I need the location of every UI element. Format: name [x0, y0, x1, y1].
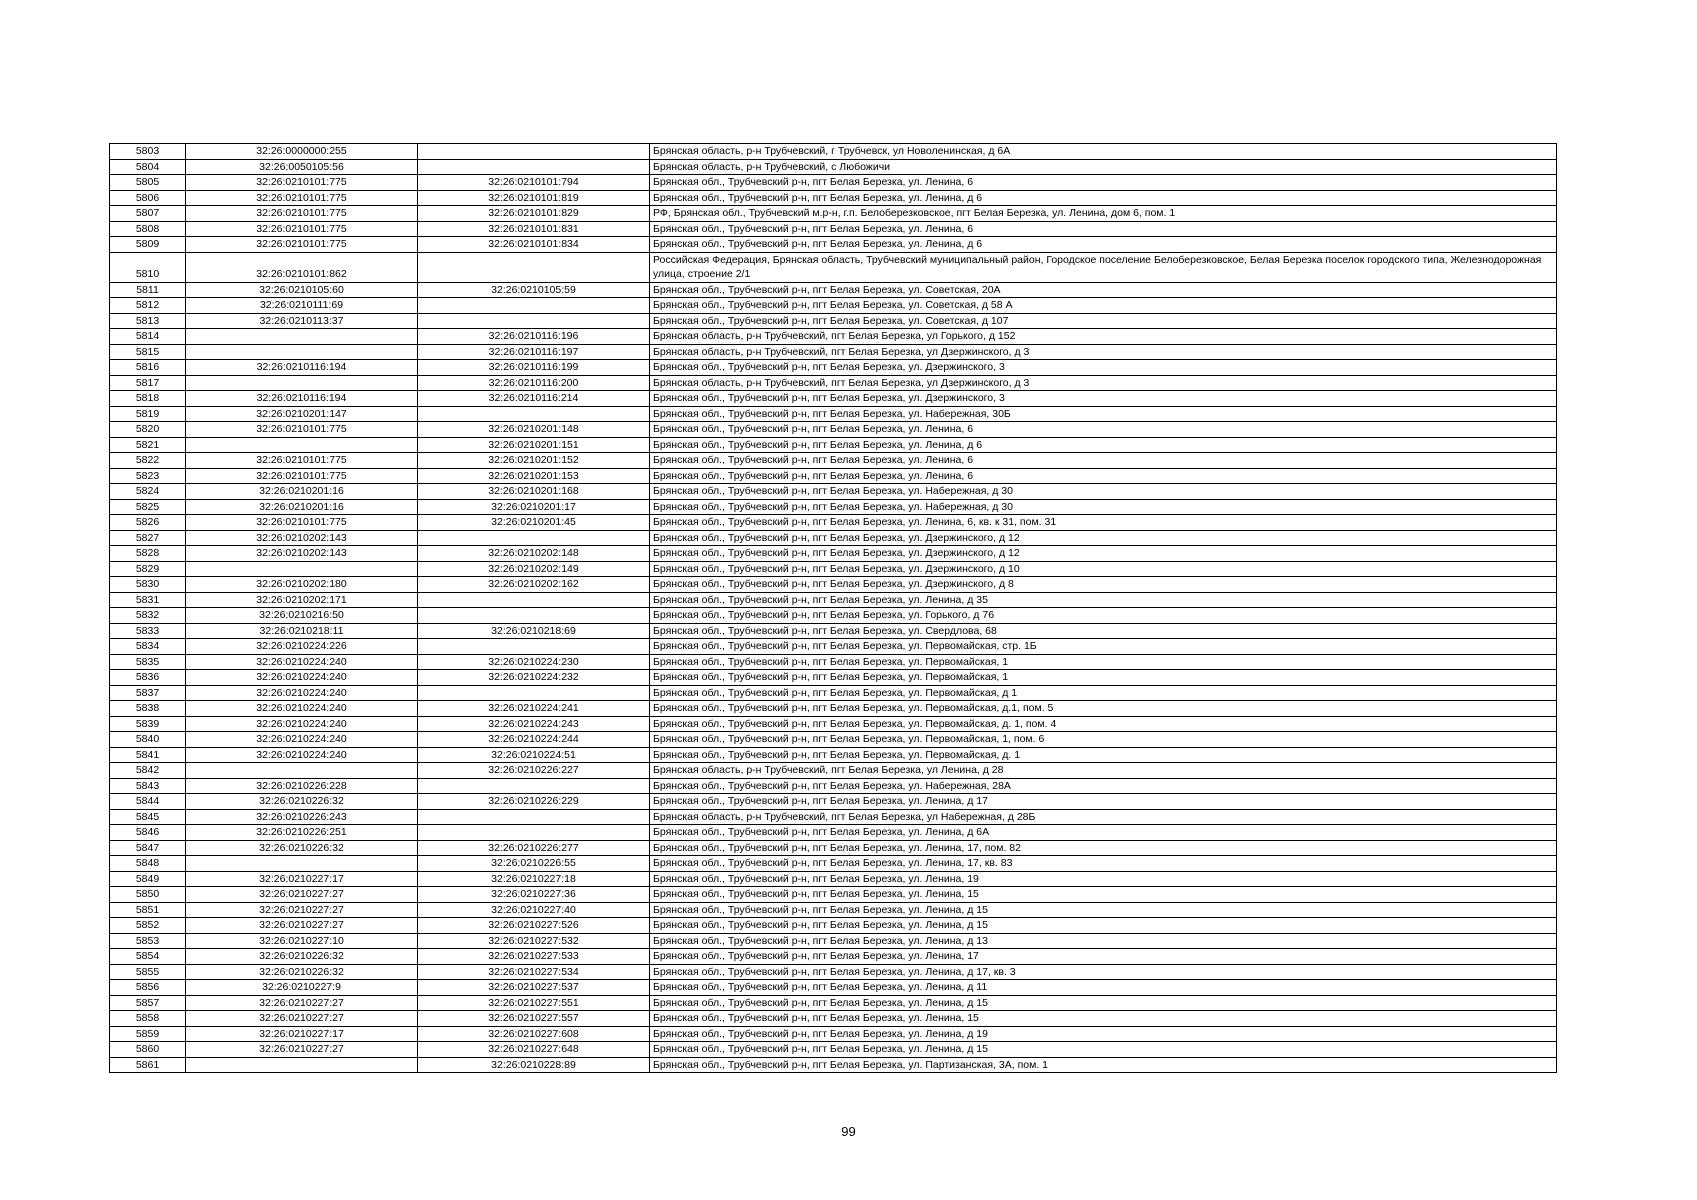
address-cell: Брянская обл., Трубчевский р-н, пгт Белая Березка, ул. Ленина, д 13	[650, 933, 1557, 949]
table-row	[110, 159, 1557, 175]
cadastral-number-cell: 32:26:0210224:240	[186, 670, 418, 686]
related-cadastral-number-cell: 32:26:0210201:153	[418, 468, 650, 484]
cadastral-number-cell: 32:26:0210202:171	[186, 592, 418, 608]
cadastral-number-cell: 32:26:0210227:17	[186, 871, 418, 887]
related-cadastral-number-cell: 32:26:0210116:200	[418, 375, 650, 391]
related-cadastral-number-cell: 32:26:0210218:69	[418, 623, 650, 639]
table-row	[110, 406, 1557, 422]
address-cell: Брянская обл., Трубчевский р-н, пгт Белая Березка, ул. Ленина, 15	[650, 887, 1557, 903]
row-number-cell: 5807	[110, 206, 186, 222]
related-cadastral-number-cell: 32:26:0210224:241	[418, 701, 650, 717]
table-row	[110, 825, 1557, 841]
row-number-cell: 5806	[110, 190, 186, 206]
related-cadastral-number-cell	[418, 252, 650, 282]
cadastral-number-cell: 32:26:0210201:16	[186, 484, 418, 500]
related-cadastral-number-cell: 32:26:0210227:40	[418, 902, 650, 918]
related-cadastral-number-cell	[418, 159, 650, 175]
cadastral-number-cell: 32:26:0210101:775	[186, 422, 418, 438]
related-cadastral-number-cell: 32:26:0210201:151	[418, 437, 650, 453]
table-row	[110, 577, 1557, 593]
cadastral-number-cell: 32:26:0210101:775	[186, 190, 418, 206]
cadastral-number-cell: 32:26:0210226:228	[186, 778, 418, 794]
cadastral-number-cell: 32:26:0210101:775	[186, 206, 418, 222]
table-row	[110, 561, 1557, 577]
registry-table-wrapper	[109, 143, 1557, 1073]
address-cell: Брянская обл., Трубчевский р-н, пгт Белая Березка, ул. Советская, д 107	[650, 313, 1557, 329]
row-number-cell: 5837	[110, 685, 186, 701]
related-cadastral-number-cell: 32:26:0210202:162	[418, 577, 650, 593]
address-cell: Брянская обл., Трубчевский р-н, пгт Белая Березка, ул. Ленина, д 6	[650, 237, 1557, 253]
cadastral-number-cell: 32:26:0210227:27	[186, 902, 418, 918]
cadastral-number-cell: 32:26:0210101:775	[186, 468, 418, 484]
address-cell: Брянская обл., Трубчевский р-н, пгт Белая Березка, ул. Первомайская, д 1	[650, 685, 1557, 701]
row-number-cell: 5821	[110, 437, 186, 453]
address-cell: Брянская обл., Трубчевский р-н, пгт Белая Березка, ул. Советская, д 58 А	[650, 298, 1557, 314]
table-row	[110, 282, 1557, 298]
address-cell: Брянская обл., Трубчевский р-н, пгт Белая Березка, ул. Партизанская, 3А, пом. 1	[650, 1057, 1557, 1073]
address-cell: Брянская обл., Трубчевский р-н, пгт Белая Березка, ул. Свердлова, 68	[650, 623, 1557, 639]
table-row	[110, 887, 1557, 903]
address-cell: Брянская обл., Трубчевский р-н, пгт Белая Березка, ул. Дзержинского, д 12	[650, 546, 1557, 562]
cadastral-number-cell: 32:26:0210227:10	[186, 933, 418, 949]
related-cadastral-number-cell: 32:26:0210101:834	[418, 237, 650, 253]
cadastral-number-cell	[186, 763, 418, 779]
cadastral-number-cell: 32:26:0210227:27	[186, 918, 418, 934]
table-row	[110, 190, 1557, 206]
address-cell: Брянская обл., Трубчевский р-н, пгт Белая Березка, ул. Ленина, д 19	[650, 1026, 1557, 1042]
address-cell: Брянская обл., Трубчевский р-н, пгт Белая Березка, ул. Горького, д 76	[650, 608, 1557, 624]
cadastral-number-cell: 32:26:0210101:775	[186, 237, 418, 253]
table-row	[110, 623, 1557, 639]
address-cell: Брянская обл., Трубчевский р-н, пгт Белая Березка, ул. Ленина, 19	[650, 871, 1557, 887]
row-number-cell: 5859	[110, 1026, 186, 1042]
address-cell: Брянская обл., Трубчевский р-н, пгт Белая Березка, ул. Первомайская, 1, пом. 6	[650, 732, 1557, 748]
address-cell: Брянская обл., Трубчевский р-н, пгт Белая Березка, ул. Ленина, д 17	[650, 794, 1557, 810]
related-cadastral-number-cell: 32:26:0210226:277	[418, 840, 650, 856]
related-cadastral-number-cell: 32:26:0210227:551	[418, 995, 650, 1011]
cadastral-number-cell	[186, 561, 418, 577]
related-cadastral-number-cell	[418, 313, 650, 329]
table-row	[110, 933, 1557, 949]
row-number-cell: 5852	[110, 918, 186, 934]
table-row	[110, 530, 1557, 546]
address-cell: Российская Федерация, Брянская область, Трубчевский муниципальный район, Городское поселение Белоберезковское, Белая Березка поселок городского типа, Железнодорожная улица, строение 2/1	[650, 252, 1557, 282]
cadastral-number-cell: 32:26:0210216:50	[186, 608, 418, 624]
row-number-cell: 5842	[110, 763, 186, 779]
row-number-cell: 5812	[110, 298, 186, 314]
cadastral-number-cell: 32:26:0210101:862	[186, 252, 418, 282]
row-number-cell: 5823	[110, 468, 186, 484]
related-cadastral-number-cell: 32:26:0210201:17	[418, 499, 650, 515]
cadastral-number-cell: 32:26:0210224:240	[186, 716, 418, 732]
related-cadastral-number-cell: 32:26:0210116:197	[418, 344, 650, 360]
related-cadastral-number-cell: 32:26:0210101:794	[418, 175, 650, 191]
table-row	[110, 484, 1557, 500]
row-number-cell: 5815	[110, 344, 186, 360]
related-cadastral-number-cell: 32:26:0210201:168	[418, 484, 650, 500]
row-number-cell: 5827	[110, 530, 186, 546]
table-row	[110, 794, 1557, 810]
table-row	[110, 1042, 1557, 1058]
cadastral-number-cell: 32:26:0210224:226	[186, 639, 418, 655]
related-cadastral-number-cell: 32:26:0210227:534	[418, 964, 650, 980]
table-row	[110, 639, 1557, 655]
related-cadastral-number-cell: 32:26:0210227:526	[418, 918, 650, 934]
cadastral-number-cell: 32:26:0210227:27	[186, 1011, 418, 1027]
row-number-cell: 5819	[110, 406, 186, 422]
table-row	[110, 902, 1557, 918]
table-row	[110, 592, 1557, 608]
address-cell: Брянская обл., Трубчевский р-н, пгт Белая Березка, ул. Ленина, 6	[650, 175, 1557, 191]
related-cadastral-number-cell: 32:26:0210201:148	[418, 422, 650, 438]
row-number-cell: 5817	[110, 375, 186, 391]
cadastral-number-cell: 32:26:0210101:775	[186, 175, 418, 191]
row-number-cell: 5830	[110, 577, 186, 593]
row-number-cell: 5832	[110, 608, 186, 624]
related-cadastral-number-cell: 32:26:0210201:152	[418, 453, 650, 469]
related-cadastral-number-cell: 32:26:0210101:831	[418, 221, 650, 237]
row-number-cell: 5814	[110, 329, 186, 345]
table-row	[110, 499, 1557, 515]
cadastral-number-cell: 32:26:0210226:251	[186, 825, 418, 841]
address-cell: Брянская обл., Трубчевский р-н, пгт Белая Березка, ул. Ленина, д 15	[650, 902, 1557, 918]
address-cell: Брянская обл., Трубчевский р-н, пгт Белая Березка, ул. Первомайская, стр. 1Б	[650, 639, 1557, 655]
cadastral-number-cell: 32:26:0210227:27	[186, 1042, 418, 1058]
row-number-cell: 5824	[110, 484, 186, 500]
related-cadastral-number-cell: 32:26:0210202:149	[418, 561, 650, 577]
cadastral-number-cell: 32:26:0050105:56	[186, 159, 418, 175]
row-number-cell: 5858	[110, 1011, 186, 1027]
address-cell: Брянская область, р-н Трубчевский, пгт Белая Березка, ул Дзержинского, д 3	[650, 375, 1557, 391]
table-row	[110, 670, 1557, 686]
row-number-cell: 5846	[110, 825, 186, 841]
related-cadastral-number-cell: 32:26:0210101:819	[418, 190, 650, 206]
cadastral-number-cell: 32:26:0210224:240	[186, 747, 418, 763]
address-cell: Брянская обл., Трубчевский р-н, пгт Белая Березка, ул. Ленина, 17, пом. 82	[650, 840, 1557, 856]
row-number-cell: 5854	[110, 949, 186, 965]
table-row	[110, 437, 1557, 453]
cadastral-number-cell: 32:26:0210116:194	[186, 360, 418, 376]
table-row	[110, 546, 1557, 562]
registry-table	[109, 143, 1557, 1073]
address-cell: Брянская обл., Трубчевский р-н, пгт Белая Березка, ул. Ленина, д 11	[650, 980, 1557, 996]
table-row	[110, 206, 1557, 222]
row-number-cell: 5829	[110, 561, 186, 577]
row-number-cell: 5850	[110, 887, 186, 903]
related-cadastral-number-cell	[418, 608, 650, 624]
row-number-cell: 5843	[110, 778, 186, 794]
related-cadastral-number-cell: 32:26:0210201:45	[418, 515, 650, 531]
row-number-cell: 5804	[110, 159, 186, 175]
table-row	[110, 995, 1557, 1011]
row-number-cell: 5831	[110, 592, 186, 608]
row-number-cell: 5822	[110, 453, 186, 469]
cadastral-number-cell: 32:26:0210226:32	[186, 794, 418, 810]
address-cell: Брянская обл., Трубчевский р-н, пгт Белая Березка, ул. Ленина, 6	[650, 221, 1557, 237]
cadastral-number-cell	[186, 375, 418, 391]
cadastral-number-cell: 32:26:0210224:240	[186, 685, 418, 701]
address-cell: Брянская обл., Трубчевский р-н, пгт Белая Березка, ул. Набережная, д 30	[650, 499, 1557, 515]
related-cadastral-number-cell	[418, 144, 650, 160]
related-cadastral-number-cell: 32:26:0210226:229	[418, 794, 650, 810]
related-cadastral-number-cell: 32:26:0210116:196	[418, 329, 650, 345]
related-cadastral-number-cell: 32:26:0210224:244	[418, 732, 650, 748]
related-cadastral-number-cell: 32:26:0210224:230	[418, 654, 650, 670]
row-number-cell: 5860	[110, 1042, 186, 1058]
row-number-cell: 5851	[110, 902, 186, 918]
row-number-cell: 5833	[110, 623, 186, 639]
related-cadastral-number-cell	[418, 825, 650, 841]
cadastral-number-cell: 32:26:0210113:37	[186, 313, 418, 329]
row-number-cell: 5818	[110, 391, 186, 407]
cadastral-number-cell: 32:26:0210227:9	[186, 980, 418, 996]
address-cell: Брянская обл., Трубчевский р-н, пгт Белая Березка, ул. Дзержинского, д 12	[650, 530, 1557, 546]
cadastral-number-cell: 32:26:0210224:240	[186, 701, 418, 717]
table-row	[110, 468, 1557, 484]
row-number-cell: 5810	[110, 252, 186, 282]
cadastral-number-cell: 32:26:0210227:27	[186, 995, 418, 1011]
address-cell: Брянская обл., Трубчевский р-н, пгт Белая Березка, ул. Набережная, 28А	[650, 778, 1557, 794]
table-row	[110, 329, 1557, 345]
row-number-cell: 5857	[110, 995, 186, 1011]
table-row	[110, 778, 1557, 794]
row-number-cell: 5809	[110, 237, 186, 253]
row-number-cell: 5828	[110, 546, 186, 562]
row-number-cell: 5848	[110, 856, 186, 872]
address-cell: Брянская обл., Трубчевский р-н, пгт Белая Березка, ул. Дзержинского, д 10	[650, 561, 1557, 577]
row-number-cell: 5825	[110, 499, 186, 515]
cadastral-number-cell: 32:26:0210101:775	[186, 453, 418, 469]
address-cell: Брянская обл., Трубчевский р-н, пгт Белая Березка, ул. Ленина, 6, кв. к 31, пом. 31	[650, 515, 1557, 531]
table-row	[110, 809, 1557, 825]
related-cadastral-number-cell: 32:26:0210227:537	[418, 980, 650, 996]
table-row	[110, 375, 1557, 391]
row-number-cell: 5811	[110, 282, 186, 298]
table-row	[110, 918, 1557, 934]
cadastral-number-cell: 32:26:0210105:60	[186, 282, 418, 298]
address-cell: Брянская обл., Трубчевский р-н, пгт Белая Березка, ул. Ленина, д 15	[650, 995, 1557, 1011]
table-row	[110, 515, 1557, 531]
row-number-cell: 5808	[110, 221, 186, 237]
table-row	[110, 949, 1557, 965]
table-row	[110, 344, 1557, 360]
address-cell: Брянская обл., Трубчевский р-н, пгт Белая Березка, ул. Первомайская, д. 1, пом. 4	[650, 716, 1557, 732]
cadastral-number-cell: 32:26:0210224:240	[186, 732, 418, 748]
cadastral-number-cell: 32:26:0210226:32	[186, 949, 418, 965]
registry-table-body	[110, 144, 1557, 1073]
cadastral-number-cell	[186, 856, 418, 872]
related-cadastral-number-cell: 32:26:0210227:557	[418, 1011, 650, 1027]
related-cadastral-number-cell	[418, 298, 650, 314]
cadastral-number-cell: 32:26:0210101:775	[186, 515, 418, 531]
related-cadastral-number-cell	[418, 592, 650, 608]
address-cell: Брянская обл., Трубчевский р-н, пгт Белая Березка, ул. Первомайская, 1	[650, 670, 1557, 686]
row-number-cell: 5845	[110, 809, 186, 825]
cadastral-number-cell: 32:26:0210227:27	[186, 887, 418, 903]
address-cell: Брянская обл., Трубчевский р-н, пгт Белая Березка, ул. Первомайская, д.1, пом. 5	[650, 701, 1557, 717]
table-row	[110, 840, 1557, 856]
related-cadastral-number-cell: 32:26:0210224:243	[418, 716, 650, 732]
address-cell: Брянская обл., Трубчевский р-н, пгт Белая Березка, ул. Советская, 20А	[650, 282, 1557, 298]
row-number-cell: 5839	[110, 716, 186, 732]
cadastral-number-cell: 32:26:0210201:16	[186, 499, 418, 515]
table-row	[110, 1026, 1557, 1042]
related-cadastral-number-cell: 32:26:0210224:51	[418, 747, 650, 763]
table-row	[110, 360, 1557, 376]
row-number-cell: 5813	[110, 313, 186, 329]
cadastral-number-cell	[186, 344, 418, 360]
table-row	[110, 144, 1557, 160]
table-row	[110, 1057, 1557, 1073]
address-cell: Брянская обл., Трубчевский р-н, пгт Белая Березка, ул. Ленина, 6	[650, 453, 1557, 469]
table-row	[110, 716, 1557, 732]
address-cell: Брянская обл., Трубчевский р-н, пгт Белая Березка, ул. Ленина, 15	[650, 1011, 1557, 1027]
cadastral-number-cell: 32:26:0000000:255	[186, 144, 418, 160]
row-number-cell: 5803	[110, 144, 186, 160]
cadastral-number-cell: 32:26:0210202:180	[186, 577, 418, 593]
cadastral-number-cell: 32:26:0210224:240	[186, 654, 418, 670]
row-number-cell: 5853	[110, 933, 186, 949]
table-row	[110, 763, 1557, 779]
row-number-cell: 5855	[110, 964, 186, 980]
address-cell: Брянская область, р-н Трубчевский, пгт Белая Березка, ул Ленина, д 28	[650, 763, 1557, 779]
row-number-cell: 5835	[110, 654, 186, 670]
related-cadastral-number-cell: 32:26:0210226:227	[418, 763, 650, 779]
address-cell: РФ, Брянская обл., Трубчевский м.р-н, г.п. Белоберезковское, пгт Белая Березка, ул. Ленина, дом 6, пом. 1	[650, 206, 1557, 222]
related-cadastral-number-cell: 32:26:0210116:199	[418, 360, 650, 376]
row-number-cell: 5841	[110, 747, 186, 763]
row-number-cell: 5849	[110, 871, 186, 887]
table-row	[110, 252, 1557, 282]
row-number-cell: 5820	[110, 422, 186, 438]
related-cadastral-number-cell	[418, 406, 650, 422]
address-cell: Брянская обл., Трубчевский р-н, пгт Белая Березка, ул. Ленина, д 15	[650, 1042, 1557, 1058]
related-cadastral-number-cell	[418, 809, 650, 825]
row-number-cell: 5826	[110, 515, 186, 531]
row-number-cell: 5838	[110, 701, 186, 717]
address-cell: Брянская обл., Трубчевский р-н, пгт Белая Березка, ул. Дзержинского, 3	[650, 360, 1557, 376]
row-number-cell: 5844	[110, 794, 186, 810]
related-cadastral-number-cell: 32:26:0210101:829	[418, 206, 650, 222]
address-cell: Брянская область, р-н Трубчевский, г Трубчевск, ул Новоленинская, д 6А	[650, 144, 1557, 160]
address-cell: Брянская обл., Трубчевский р-н, пгт Белая Березка, ул. Ленина, д 6	[650, 437, 1557, 453]
table-row	[110, 980, 1557, 996]
table-row	[110, 732, 1557, 748]
cadastral-number-cell: 32:26:0210111:69	[186, 298, 418, 314]
related-cadastral-number-cell: 32:26:0210227:648	[418, 1042, 650, 1058]
address-cell: Брянская обл., Трубчевский р-н, пгт Белая Березка, ул. Ленина, д 35	[650, 592, 1557, 608]
address-cell: Брянская обл., Трубчевский р-н, пгт Белая Березка, ул. Ленина, д 15	[650, 918, 1557, 934]
row-number-cell: 5805	[110, 175, 186, 191]
address-cell: Брянская область, р-н Трубчевский, пгт Белая Березка, ул Горького, д 152	[650, 329, 1557, 345]
table-row	[110, 422, 1557, 438]
address-cell: Брянская обл., Трубчевский р-н, пгт Белая Березка, ул. Первомайская, 1	[650, 654, 1557, 670]
row-number-cell: 5840	[110, 732, 186, 748]
address-cell: Брянская область, р-н Трубчевский, пгт Белая Березка, ул Набережная, д 28Б	[650, 809, 1557, 825]
cadastral-number-cell	[186, 437, 418, 453]
address-cell: Брянская обл., Трубчевский р-н, пгт Белая Березка, ул. Набережная, 30Б	[650, 406, 1557, 422]
cadastral-number-cell: 32:26:0210116:194	[186, 391, 418, 407]
table-row	[110, 175, 1557, 191]
table-row	[110, 701, 1557, 717]
cadastral-number-cell: 32:26:0210202:143	[186, 546, 418, 562]
table-row	[110, 654, 1557, 670]
table-row	[110, 313, 1557, 329]
table-row	[110, 608, 1557, 624]
table-row	[110, 298, 1557, 314]
page-number: 99	[841, 1124, 856, 1139]
address-cell: Брянская обл., Трубчевский р-н, пгт Белая Березка, ул. Набережная, д 30	[650, 484, 1557, 500]
related-cadastral-number-cell: 32:26:0210224:232	[418, 670, 650, 686]
related-cadastral-number-cell: 32:26:0210105:59	[418, 282, 650, 298]
table-row	[110, 685, 1557, 701]
table-row	[110, 871, 1557, 887]
row-number-cell: 5834	[110, 639, 186, 655]
related-cadastral-number-cell	[418, 778, 650, 794]
related-cadastral-number-cell	[418, 530, 650, 546]
cadastral-number-cell: 32:26:0210227:17	[186, 1026, 418, 1042]
cadastral-number-cell: 32:26:0210101:775	[186, 221, 418, 237]
address-cell: Брянская обл., Трубчевский р-н, пгт Белая Березка, ул. Ленина, 17, кв. 83	[650, 856, 1557, 872]
related-cadastral-number-cell: 32:26:0210227:532	[418, 933, 650, 949]
related-cadastral-number-cell: 32:26:0210227:36	[418, 887, 650, 903]
table-row	[110, 237, 1557, 253]
table-row	[110, 964, 1557, 980]
cadastral-number-cell: 32:26:0210226:243	[186, 809, 418, 825]
table-row	[110, 856, 1557, 872]
address-cell: Брянская обл., Трубчевский р-н, пгт Белая Березка, ул. Первомайская, д. 1	[650, 747, 1557, 763]
row-number-cell: 5816	[110, 360, 186, 376]
related-cadastral-number-cell: 32:26:0210227:533	[418, 949, 650, 965]
related-cadastral-number-cell: 32:26:0210116:214	[418, 391, 650, 407]
address-cell: Брянская обл., Трубчевский р-н, пгт Белая Березка, ул. Ленина, д 17, кв. 3	[650, 964, 1557, 980]
address-cell: Брянская обл., Трубчевский р-н, пгт Белая Березка, ул. Ленина, д 6	[650, 190, 1557, 206]
cadastral-number-cell: 32:26:0210218:11	[186, 623, 418, 639]
cadastral-number-cell	[186, 329, 418, 345]
cadastral-number-cell: 32:26:0210201:147	[186, 406, 418, 422]
related-cadastral-number-cell: 32:26:0210227:18	[418, 871, 650, 887]
row-number-cell: 5847	[110, 840, 186, 856]
address-cell: Брянская обл., Трубчевский р-н, пгт Белая Березка, ул. Ленина, 6	[650, 468, 1557, 484]
table-row	[110, 391, 1557, 407]
address-cell: Брянская обл., Трубчевский р-н, пгт Белая Березка, ул. Ленина, д 6А	[650, 825, 1557, 841]
address-cell: Брянская обл., Трубчевский р-н, пгт Белая Березка, ул. Дзержинского, 3	[650, 391, 1557, 407]
address-cell: Брянская обл., Трубчевский р-н, пгт Белая Березка, ул. Ленина, 6	[650, 422, 1557, 438]
cadastral-number-cell: 32:26:0210226:32	[186, 840, 418, 856]
cadastral-number-cell	[186, 1057, 418, 1073]
related-cadastral-number-cell: 32:26:0210226:55	[418, 856, 650, 872]
related-cadastral-number-cell: 32:26:0210228:89	[418, 1057, 650, 1073]
table-row	[110, 221, 1557, 237]
address-cell: Брянская область, р-н Трубчевский, пгт Белая Березка, ул Дзержинского, д 3	[650, 344, 1557, 360]
row-number-cell: 5836	[110, 670, 186, 686]
cadastral-number-cell: 32:26:0210202:143	[186, 530, 418, 546]
table-row	[110, 747, 1557, 763]
related-cadastral-number-cell: 32:26:0210227:608	[418, 1026, 650, 1042]
cadastral-number-cell: 32:26:0210226:32	[186, 964, 418, 980]
related-cadastral-number-cell: 32:26:0210202:148	[418, 546, 650, 562]
address-cell: Брянская обл., Трубчевский р-н, пгт Белая Березка, ул. Ленина, 17	[650, 949, 1557, 965]
related-cadastral-number-cell	[418, 685, 650, 701]
row-number-cell: 5856	[110, 980, 186, 996]
related-cadastral-number-cell	[418, 639, 650, 655]
table-row	[110, 1011, 1557, 1027]
table-row	[110, 453, 1557, 469]
address-cell: Брянская обл., Трубчевский р-н, пгт Белая Березка, ул. Дзержинского, д 8	[650, 577, 1557, 593]
address-cell: Брянская область, р-н Трубчевский, с Любожичи	[650, 159, 1557, 175]
row-number-cell: 5861	[110, 1057, 186, 1073]
